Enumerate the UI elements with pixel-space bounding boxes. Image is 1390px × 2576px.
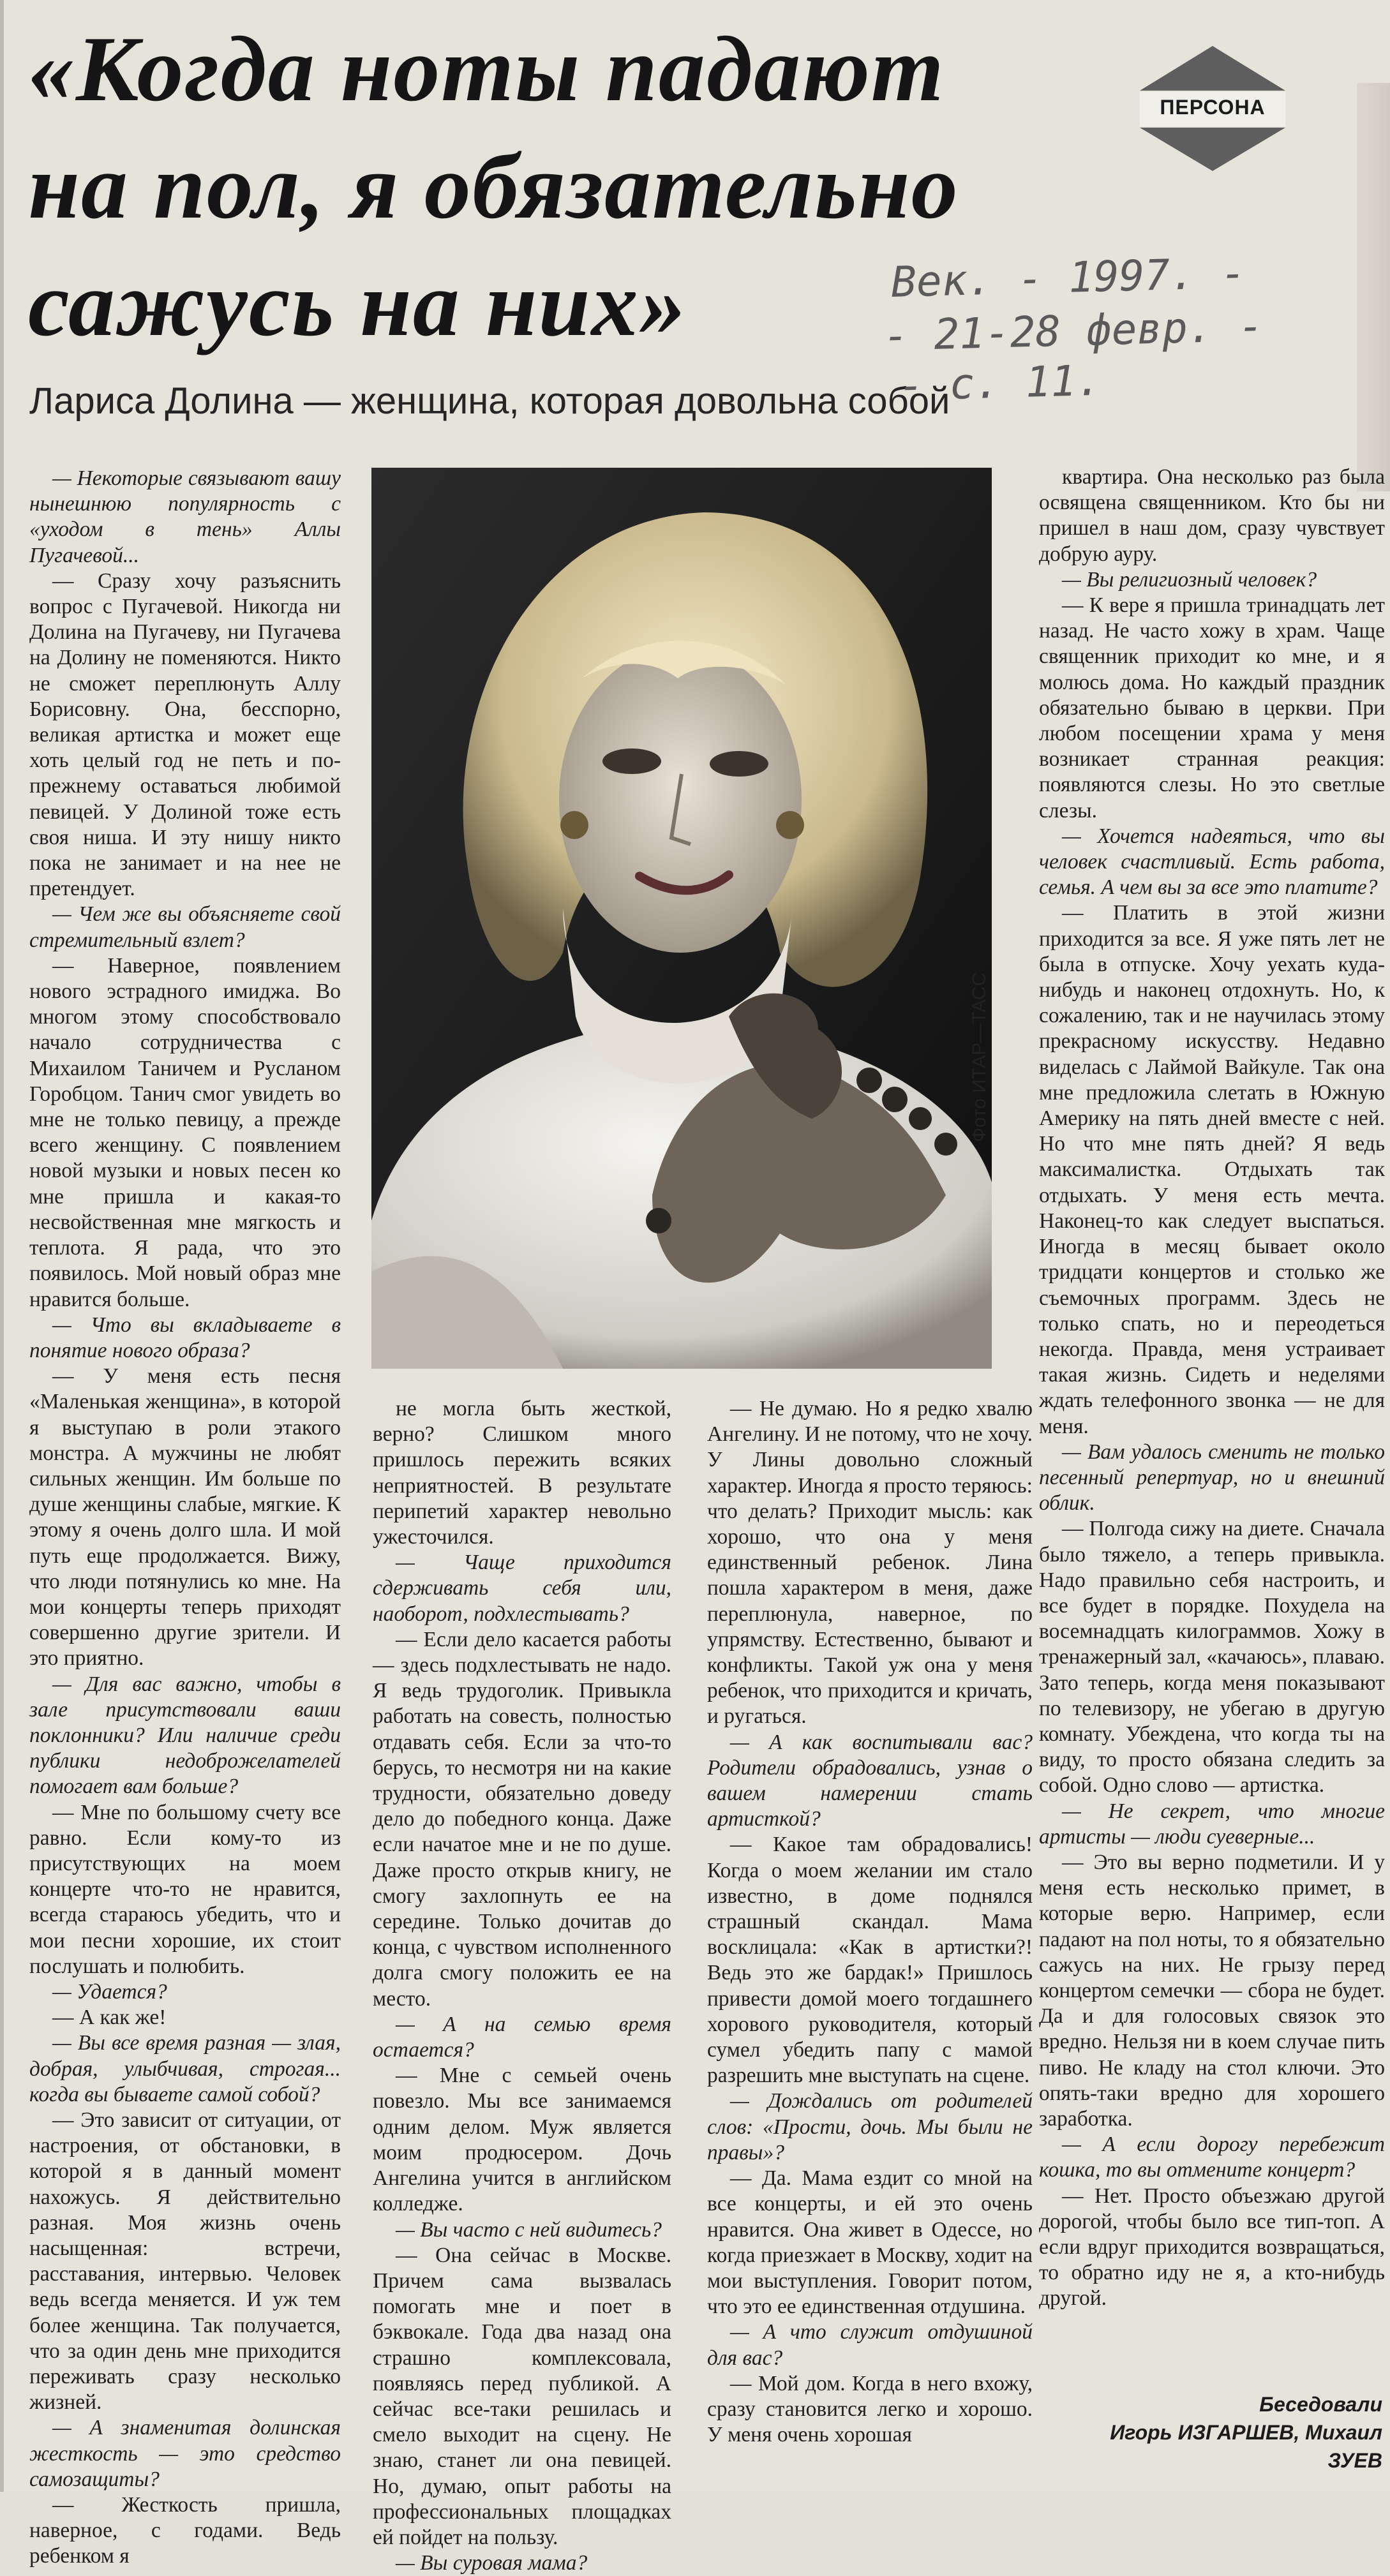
byline-authors: Игорь ИЗГАРШЕВ, Михаил ЗУЕВ (1110, 2421, 1382, 2472)
interview-question: — Вы все время разная — злая, добрая, улыбчивая, строгая... когда вы бываете самой собой? (29, 2031, 341, 2106)
interview-question: — А на семью время остается? (373, 2012, 671, 2062)
headline-line-3: сажусь на них» (28, 252, 687, 355)
interview-answer: — Мой дом. Когда в него вхожу, сразу становится легко и хорошо. У меня очень хорошая (707, 2371, 1033, 2447)
headline-line-1: «Когда ноты падают (28, 17, 945, 121)
interview-question: — А как воспитывали вас? Родители обрадовались, узнав о вашем намерении стать артисткой? (707, 1730, 1033, 1831)
interview-answer: квартира. Она несколько раз была освящена священником. Кто бы ни пришел в наш дом, сразу чувствует добрую ауру. (1039, 465, 1385, 566)
interview-answer: — Какое там обрадовались! Когда о моем желании им стало известно, в доме поднялся страшный скандал. Мама восклицала: «Как в артистки?! Ведь это же бардак!» Пришлось привести домой моего тогдашнего хорового руководителя, который сумел убедить папу с мамой разрешить мне выступать на сцене. (707, 1833, 1033, 2088)
interview-answer: — Мне с семьей очень повезло. Мы все занимаемся одним делом. Муж является моим продюсером. Дочь Ангелина учится в английском колледже. (373, 2064, 671, 2216)
handwritten-note-line-1: Век. - 1997. - (890, 248, 1247, 307)
headline-line-2: на пол, я обязательно (28, 135, 959, 238)
interview-answer: — Мне по большому счету все равно. Если кому-то из присутствующих на моем концерте что-то не нравится, всегда стараюсь убедить, что и мои песни хорошие, их стоит послушать и полюбить. (29, 1800, 341, 1978)
interview-answer: — Наверное, появлением нового эстрадного имиджа. Во многом этому способствовало начало сотрудничества с Михаилом Таничем и Русланом Горобцом. Танич смог увидеть во мне не только певицу, а прежде всего женщину. С появлением новой музыки и новых песен ко мне пришла и какая-то несвойственная мне мягкость и теплота. Я рада, что это появилось. Мой новый образ мне нравится больше. (29, 953, 341, 1311)
handwritten-note-line-3: - с. 11. (898, 355, 1102, 410)
interview-answer: — Она сейчас в Москве. Причем сама вызвалась помогать мне и поет в бэквокале. Года два назад она страшно комплексовала, появляясь перед публикой. А сейчас все-таки решилась и смело выходит на сцену. Не знаю, станет ли она певицей. Но, думаю, опыт работы на профессиональных площадках ей пойдет на пользу. (373, 2243, 671, 2549)
interview-answer: — А как же! (52, 2006, 167, 2030)
interview-question: — Вам удалось сменить не только песенный репертуар, но и внешний облик. (1039, 1440, 1385, 1515)
interview-question: — Дождались от родителей слов: «Прости, дочь. Мы были не правы»? (707, 2089, 1033, 2164)
interview-answer: — Если дело касается работы — здесь подхлестывать не надо. Я ведь трудоголик. Привыкла работать на совесть, полностью отдавать себя. Если за что-то берусь, то несмотря ни на какие трудности, обязательно доведу дело до победного конца. Даже если начатое мне и не по душе. Даже просто открыв книгу, не смогу захлопнуть ее на середине. Только дочитав до конца, с чувством исполненного долга смогу положить ее на место. (373, 1627, 671, 2011)
interview-answer: — Да. Мама ездит со мной на все концерты, и ей это очень нравится. Она живет в Одессе, но когда приезжает в Москву, ходит на мои выступления. Говорит потом, что это ее единственная отдушина. (707, 2166, 1033, 2319)
interview-answer: — У меня есть песня «Маленькая женщина», в которой я выступаю в роли этакого монстра. А мужчины не любят сильных женщин. Им больше по душе женщины слабые, мягкие. К этому я очень долго шла. И мой путь еще продолжается. Вижу, что люди потянулись ко мне. На мои концерты теперь приходят совершенно другие зрители. И это приятно. (29, 1364, 341, 1671)
article-column-2 (373, 1396, 671, 2575)
interview-question: — Вы религиозный человек? (1062, 567, 1317, 592)
interview-answer: — Жесткость пришла, наверное, с годами. Ведь ребенком я (29, 2493, 341, 2568)
interview-answer: — Нет. Просто объезжаю другой дорогой, чтобы было все тип-топ. А если вдруг приходится возвращаться, то обратно иду не я, а кто-нибудь другой. (1039, 2184, 1385, 2311)
interview-answer: — Это вы верно подметили. И у меня есть несколько примет, в которые верю. Например, если падают на пол ноты, то я обязательно сажусь на них. Не грызу перед концертом семечки — сбора не будет. Да и для голосовых связок это вредно. Нельзя ни в коем случае пить пиво. Не кладу на стол ключи. Это опять-таки вредно для хорошего заработка. (1039, 1850, 1385, 2131)
interview-question: — А знаменитая долинская жесткость — это средство самозащиты? (29, 2416, 341, 2491)
rubric-label: ПЕРСОНА (1160, 96, 1266, 119)
interview-question: — Вы часто с ней видитесь? (396, 2217, 662, 2242)
rubric-badge (1140, 46, 1285, 171)
interview-question: — Для вас важно, чтобы в зале присутствовали ваши поклонники? Или наличие среди публики недоброжелателей помогает вам больше? (29, 1672, 341, 1799)
interview-question: — Чем же вы объясняете свой стремительный взлет? (29, 902, 341, 952)
interview-question: — А если дорогу перебежит кошка, то вы отмените концерт? (1039, 2133, 1385, 2182)
interview-question: — Вы суровая мама? (396, 2551, 588, 2575)
interview-answer: — Не думаю. Но я редко хвалю Ангелину. И не потому, что не хочу. У Лины довольно сложный характер. Иногда я просто теряюсь: что делать? Приходит мысль: как хорошо, что она у меня единственный ребенок. Лина пошла характером в меня, даже переплюнула, наверное, по упрямству. Естественно, бывают и конфликты. Такой уж она у меня ребенок, что приходится и кричать, и ругаться. (707, 1397, 1033, 1729)
interview-question: — Что вы вкладываете в понятие нового образа? (29, 1313, 341, 1362)
interview-question: — Некоторые связывают вашу нынешнюю популярность с «уходом в тень» Аллы Пугачевой... (29, 466, 341, 567)
interview-question: — Хочется надеяться, что вы человек счастливый. Есть работа, семья. А чем вы за все это платите? (1039, 824, 1385, 900)
byline-label: Беседовали (1259, 2393, 1382, 2416)
portrait-image (371, 468, 992, 1369)
interview-answer: — Сразу хочу разъяснить вопрос с Пугачевой. Никогда ни Долина на Пугачеву, ни Пугачева на Долину не поменяются. Никто не сможет переплюнуть Аллу Борисовну. Она, бесспорно, великая артистка и может еще хоть целый год не петь и по-прежнему оставаться любимой певицей. У Долиной тоже есть своя ниша. И эту нишу никто пока не занимает и на нее не претендует. (29, 569, 341, 901)
interview-question: — Чаще приходится сдерживать себя или, наоборот, подхлестывать? (373, 1551, 671, 1626)
interview-question: — А что служит отдушиной для вас? (707, 2320, 1033, 2370)
photo-credit: Фото ИТАР—ТАСС (969, 972, 990, 1142)
article-column-3 (707, 1396, 1033, 2475)
interview-answer: — Это зависит от ситуации, от настроения, от обстановки, в которой я в данный момент нахожусь. Я действительно разная. Моя жизнь очень насыщенная: встречи, расставания, интервью. Человек ведь всегда меняется. И уж тем более женщина. Так получается, что за один день мне приходится переживать сразу несколько жизней. (29, 2108, 341, 2415)
handwritten-note-line-2: - 21-28 февр. - (883, 301, 1264, 361)
interview-answer: — Полгода сижу на диете. Сначала было тяжело, а теперь привыкла. Надо правильно себя настроить, и все будет в порядке. Похудела на восемнадцать килограммов. Хожу в тренажерный зал, «качаюсь», плаваю. Зато теперь, когда меня показывают по телевизору, не убегаю в другую комнату. Убеждена, что когда ты на виду, то просто обязана следить за собой. Одно слово — артистка. (1039, 1517, 1385, 1798)
interview-answer: — К вере я пришла тринадцать лет назад. Не часто хожу в храм. Чаще священник приходит ко мне, и я молюсь дома. Но каждый праздник обязательно бываю в церкви. При любом посещении храма у меня возникает странная реакция: появляются слезы. Но это светлые слезы. (1039, 593, 1385, 823)
article-column-4 (1039, 465, 1385, 2449)
interview-answer: — Платить в этой жизни приходится за все. Я уже пять лет не была в отпуске. Хочу уехать куда-нибудь и наконец отдохнуть. Но, к сожалению, так и не научилась этому прекрасному искусству. Недавно виделась с Лаймой Вайкуле. Так она мне предложила слетать в Южную Америку на пять дней вместе с ней. Но что мне пять дней? Я ведь максималистка. Отдыхать так отдыхать. У меня есть мечта. Наконец-то как следует выспаться. Иногда в месяц бывает около тридцати концертов и столько же съемочных программ. Здесь не только спать, но и переодеться некогда. Правда, меня устраивает такая жизнь. Сидеть и неделями ждать телефонного звонка — не для меня. (1039, 901, 1385, 1438)
article-column-1 (29, 466, 341, 2568)
portrait-photo (371, 468, 992, 1369)
interview-question: — Удается? (52, 1979, 167, 2004)
byline (1050, 2390, 1382, 2475)
interview-answer: не могла быть жесткой, верно? Слишком много пришлось пережить всяких неприятностей. В результате перипетий характер невольно ужесточился. (373, 1397, 671, 1549)
interview-question: — Не секрет, что многие артисты — люди суеверные... (1039, 1799, 1385, 1849)
article-subtitle: Лариса Долина — женщина, которая довольна собой (29, 380, 950, 422)
